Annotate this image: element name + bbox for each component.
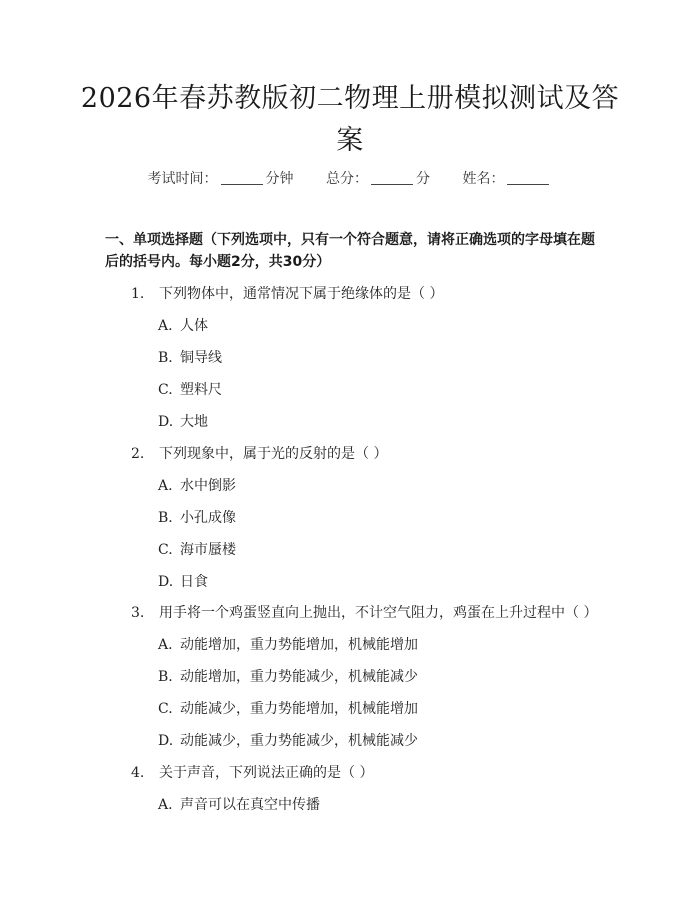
option-letter: C. <box>158 701 173 717</box>
exam-time-unit: 分钟 <box>265 171 294 187</box>
option-text: 动能增加，重力势能减少，机械能减少 <box>180 669 418 685</box>
question-3-option-b <box>158 667 418 687</box>
option-letter: C. <box>158 542 173 558</box>
option-text: 人体 <box>180 318 208 334</box>
total-score-field <box>326 168 430 188</box>
student-name-field <box>462 168 552 188</box>
question-3-option-d <box>158 731 418 751</box>
question-number: 3. <box>131 605 145 621</box>
section-heading-single-choice: 一、单项选择题（下列选项中，只有一个符合题意，请将正确选项的字母填在题后的括号内。每小题2分，共30分） <box>105 232 595 270</box>
question-3-option-c <box>158 699 418 719</box>
student-name-label: 姓名： <box>462 171 505 187</box>
question-1-option-d <box>158 412 208 432</box>
option-letter: D. <box>158 414 174 430</box>
question-2-option-a <box>158 476 236 496</box>
total-score-label: 总分： <box>326 171 368 187</box>
option-text: 水中倒影 <box>180 478 236 494</box>
question-3 <box>131 603 597 623</box>
option-text: 动能减少，重力势能减少，机械能减少 <box>180 733 418 749</box>
question-1-option-a <box>158 316 208 336</box>
option-letter: A. <box>158 478 173 494</box>
question-text: 下列物体中，通常情况下属于绝缘体的是（ ） <box>159 286 444 302</box>
option-text: 声音可以在真空中传播 <box>180 797 320 813</box>
exam-time-label: 考试时间： <box>147 171 218 187</box>
question-number: 4. <box>131 765 145 781</box>
option-text: 大地 <box>180 414 208 430</box>
exam-time-blank <box>221 171 263 185</box>
question-1 <box>131 284 443 304</box>
question-number: 1. <box>131 286 145 302</box>
total-score-blank <box>371 171 413 185</box>
option-letter: B. <box>158 350 173 366</box>
option-letter: C. <box>158 382 173 398</box>
option-text: 海市蜃楼 <box>180 542 236 558</box>
question-4 <box>131 763 373 783</box>
question-text: 下列现象中，属于光的反射的是（ ） <box>159 446 388 462</box>
option-letter: D. <box>158 733 174 749</box>
option-text: 动能减少，重力势能增加，机械能增加 <box>180 701 418 717</box>
total-score-unit: 分 <box>416 171 430 187</box>
option-text: 动能增加，重力势能增加，机械能增加 <box>180 637 418 653</box>
student-name-blank <box>507 171 549 185</box>
question-1-option-c <box>158 380 222 400</box>
option-letter: A. <box>158 637 173 653</box>
question-1-option-b <box>158 348 222 368</box>
page-title: 2026年春苏教版初二物理上册模拟测试及答案 <box>80 83 620 156</box>
option-text: 小孔成像 <box>180 510 236 526</box>
question-4-option-a <box>158 795 320 815</box>
exam-info-line <box>0 168 700 188</box>
option-letter: B. <box>158 510 173 526</box>
option-letter: A. <box>158 318 173 334</box>
question-text: 关于声音，下列说法正确的是（ ） <box>159 765 374 781</box>
option-letter: D. <box>158 574 174 590</box>
option-text: 塑料尺 <box>180 382 222 398</box>
option-letter: A. <box>158 797 173 813</box>
question-text: 用手将一个鸡蛋竖直向上抛出，不计空气阻力，鸡蛋在上升过程中（ ） <box>159 605 598 621</box>
exam-time-field <box>148 168 294 188</box>
option-text: 铜导线 <box>180 350 222 366</box>
option-letter: B. <box>158 669 173 685</box>
option-text: 日食 <box>180 574 208 590</box>
question-number: 2. <box>131 446 145 462</box>
question-2-option-d <box>158 572 208 592</box>
question-2-option-c <box>158 540 236 560</box>
question-2-option-b <box>158 508 236 528</box>
question-3-option-a <box>158 635 418 655</box>
question-2 <box>131 444 387 464</box>
